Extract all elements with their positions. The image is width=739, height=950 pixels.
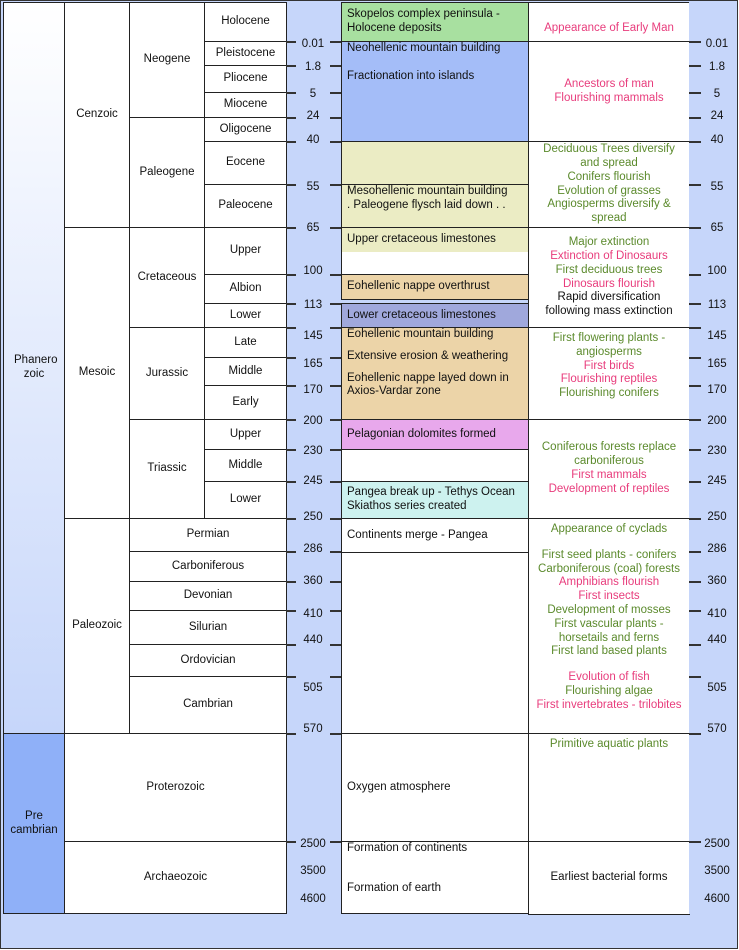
- life-event: Appearance of Early Man: [544, 22, 674, 35]
- epoch-label: Eocene: [225, 156, 265, 169]
- life-cell-triassic: [528, 419, 690, 519]
- life-cell-cretaceous: [528, 227, 690, 328]
- age-label-left: 250: [303, 511, 323, 523]
- tick-mark: [330, 676, 341, 678]
- tick-mark: [330, 92, 341, 94]
- period-ordovician: [129, 644, 287, 677]
- event-oxygen: [341, 733, 529, 842]
- life-event: Angiosperms diversify & spread: [547, 198, 671, 225]
- age-label-left: 100: [303, 265, 323, 277]
- era-label: Cenzoic: [76, 108, 118, 121]
- tick-mark: [689, 644, 701, 646]
- epoch-cell: [204, 184, 287, 228]
- age-label-left: 230: [303, 445, 323, 457]
- age-label-left: 24: [306, 110, 320, 122]
- period-label: Paleogene: [139, 165, 195, 178]
- epoch-cell: [204, 41, 287, 66]
- epoch-label: Lower: [229, 493, 262, 506]
- event-text: Eohellenic nappe layed down in Axios-Vardar zone: [347, 371, 509, 398]
- age-label-left: 570: [303, 723, 323, 735]
- life-event: First deciduous trees: [555, 263, 663, 276]
- tick-mark: [330, 41, 341, 43]
- period-label: Ordovician: [180, 653, 236, 666]
- event-text: Fractionation into islands: [347, 69, 475, 82]
- event-text: Upper cretaceous limestones: [347, 233, 496, 245]
- tick-mark: [689, 841, 701, 843]
- event-text: Lower cretaceous limestones: [347, 308, 496, 321]
- age-label-left: 145: [303, 330, 323, 342]
- tick-mark: [330, 327, 341, 329]
- life-event: First mammals: [571, 469, 647, 481]
- life-event: First land based plants: [551, 645, 667, 658]
- period-label: Jurassic: [145, 366, 189, 379]
- era-paleozoic: [64, 518, 130, 734]
- tick-mark: [689, 327, 701, 329]
- epoch-label: Middle: [228, 458, 263, 471]
- epoch-label: Lower: [229, 308, 262, 321]
- tick-mark: [286, 610, 296, 612]
- epoch-cell: [204, 385, 287, 420]
- age-label-right: 113: [707, 299, 727, 311]
- epoch-label: Holocene: [221, 15, 270, 28]
- age-label-right: 4600: [704, 893, 730, 905]
- event-text: Neohellenic mountain building: [347, 42, 501, 54]
- epoch-label: Albion: [229, 282, 262, 295]
- tick-mark: [330, 227, 341, 229]
- age-label-left: 165: [303, 358, 323, 370]
- period-neogene: [129, 2, 205, 118]
- age-label-left: 113: [303, 299, 323, 311]
- tick-mark: [330, 65, 341, 67]
- age-label-right: 440: [707, 634, 727, 646]
- tick-mark: [286, 327, 296, 329]
- tick-mark: [286, 65, 296, 67]
- age-label-right: 1.8: [709, 61, 725, 73]
- life-cell-paleogene: [528, 141, 690, 228]
- era-label: Archaeozoic: [143, 870, 208, 883]
- epoch-label: Late: [234, 335, 257, 348]
- tick-mark: [330, 141, 341, 143]
- tick-mark: [689, 676, 701, 678]
- age-label-right: 200: [707, 415, 727, 427]
- age-label-right: 55: [710, 181, 724, 193]
- epoch-label: Oligocene: [219, 122, 272, 135]
- life-cell-holocene: [528, 2, 690, 42]
- event-blank: [341, 449, 529, 482]
- period-cretaceous: [129, 227, 205, 328]
- age-label-left: 0.01: [301, 38, 325, 50]
- period-label: Permian: [186, 528, 230, 541]
- tick-mark: [330, 117, 341, 119]
- epoch-cell: [204, 65, 287, 93]
- life-event: Deciduous Trees diversify and spread: [543, 143, 675, 169]
- life-event: Major extinction: [568, 236, 650, 249]
- age-label-right: 2500: [704, 838, 730, 850]
- life-event: Flourishing algae: [565, 684, 653, 697]
- event-text: Eohellenic nappe overthrust: [347, 280, 490, 293]
- age-label-left: 170: [303, 384, 323, 396]
- event-text: Continents merge - Pangea: [347, 528, 488, 541]
- tick-mark: [689, 449, 701, 451]
- age-label-right: 250: [707, 511, 727, 523]
- tick-mark: [330, 518, 341, 520]
- tick-mark: [286, 419, 296, 421]
- tick-mark: [330, 274, 341, 276]
- tick-mark: [689, 117, 701, 119]
- life-event: Flourishing conifers: [559, 387, 659, 400]
- tick-mark: [286, 117, 296, 119]
- epoch-cell: [204, 419, 287, 450]
- epoch-cell: [204, 303, 287, 328]
- epoch-cell: [204, 481, 287, 519]
- age-label-right: 245: [707, 475, 727, 487]
- event-text: Mesohellenic mountain building: [347, 185, 508, 197]
- epoch-label: Miocene: [223, 98, 268, 111]
- era-proterozoic: [64, 733, 287, 842]
- age-label-right: 286: [707, 543, 727, 555]
- life-cell-jurassic: [528, 327, 690, 420]
- event-text: Skopelos complex peninsula - Holocene deposits: [347, 8, 500, 34]
- life-event: First invertebrates - trilobites: [536, 698, 682, 711]
- life-event: Appearance of cyclads: [550, 523, 668, 535]
- event-formation: [341, 841, 529, 914]
- age-label-left: 245: [303, 475, 323, 487]
- age-label-left: 440: [303, 634, 323, 646]
- tick-mark: [286, 518, 296, 520]
- tick-mark: [286, 385, 296, 387]
- age-label-right: 505: [707, 682, 727, 694]
- age-label-right: 0.01: [705, 38, 729, 50]
- life-event: Flourishing reptiles: [560, 373, 658, 386]
- life-event: Earliest bacterial forms: [550, 871, 668, 884]
- event-pelagonian: [341, 419, 529, 450]
- tick-mark: [286, 733, 296, 735]
- tick-mark: [689, 184, 701, 186]
- event-text: Formation of earth: [347, 881, 441, 894]
- tick-mark: [689, 419, 701, 421]
- period-label: Neogene: [143, 53, 191, 65]
- period-label: Cretaceous: [137, 270, 197, 283]
- age-label-left: 55: [306, 181, 320, 193]
- tick-mark: [330, 385, 341, 387]
- period-jurassic: [129, 327, 205, 420]
- tick-mark: [689, 65, 701, 67]
- eon-precambrian: [3, 733, 65, 914]
- age-label-left: 286: [303, 543, 323, 555]
- epoch-cell: [204, 274, 287, 304]
- event-text: Extensive erosion & weathering: [347, 349, 509, 362]
- life-event: Rapid diversification following mass extinction: [545, 291, 673, 318]
- event-text: Pelagonian dolomites formed: [347, 427, 496, 440]
- tick-mark: [286, 227, 296, 229]
- epoch-cell: [204, 141, 287, 185]
- epoch-cell: [204, 2, 287, 42]
- event-pangea-break: [341, 481, 529, 519]
- event-lower-cretaceous: [341, 303, 529, 328]
- period-paleogene: [129, 117, 205, 228]
- event-upper-cretaceous: [341, 227, 529, 275]
- age-label-right: 570: [707, 723, 727, 735]
- event-text: Formation of continents: [347, 842, 468, 854]
- age-label-right: 145: [707, 330, 727, 342]
- tick-mark: [330, 841, 341, 843]
- tick-mark: [330, 184, 341, 186]
- era-label: Paleozoic: [72, 619, 122, 632]
- life-cell-paleozoic: [528, 518, 690, 734]
- age-label-left: 65: [306, 222, 320, 234]
- life-event: Development of mosses: [547, 603, 671, 616]
- life-event: First flowering plants - angiosperms: [552, 332, 666, 358]
- epoch-label: Middle: [228, 364, 263, 377]
- period-triassic: [129, 419, 205, 519]
- event-paleozoic-blank: [341, 552, 529, 734]
- period-label: Cambrian: [183, 698, 233, 711]
- era-label: Mesoic: [78, 366, 116, 379]
- epoch-label: Early: [232, 395, 259, 408]
- tick-mark: [330, 449, 341, 451]
- life-event: Extinction of Dinosaurs: [550, 249, 668, 262]
- tick-mark: [689, 41, 701, 43]
- epoch-cell: [204, 92, 287, 118]
- life-cell-neogene: [528, 41, 690, 142]
- tick-mark: [330, 419, 341, 421]
- tick-mark: [689, 481, 701, 483]
- tick-mark: [689, 227, 701, 229]
- life-event: Ancestors of man: [564, 77, 654, 90]
- tick-mark: [286, 449, 296, 451]
- age-label-right: 65: [710, 222, 724, 234]
- tick-mark: [330, 581, 341, 583]
- age-label-left: 200: [303, 415, 323, 427]
- tick-mark: [689, 733, 701, 735]
- event-text: Oxygen atmosphere: [347, 780, 451, 793]
- age-label-left: 505: [303, 682, 323, 694]
- life-event: First insects: [578, 590, 640, 603]
- tick-mark: [330, 644, 341, 646]
- age-label-right: 100: [707, 265, 727, 277]
- event-holocene: [341, 2, 529, 42]
- tick-mark: [689, 610, 701, 612]
- life-event: Coniferous forests replace carboniferous: [541, 441, 677, 468]
- eon-label: Phanero zoic: [14, 354, 58, 380]
- tick-mark: [689, 551, 701, 553]
- tick-mark: [286, 676, 296, 678]
- epoch-cell: [204, 357, 287, 386]
- life-event: First birds: [583, 359, 635, 372]
- era-archaeozoic: [64, 841, 287, 914]
- tick-mark: [330, 551, 341, 553]
- period-label: Devonian: [183, 589, 233, 602]
- life-event: Evolution of fish: [568, 671, 650, 684]
- age-label-right: 40: [710, 134, 724, 146]
- life-event: Evolution of grasses: [557, 184, 661, 197]
- tick-mark: [689, 303, 701, 305]
- event-eohellenic: [341, 327, 529, 420]
- tick-mark: [330, 357, 341, 359]
- era-label: Proterozoic: [146, 780, 205, 793]
- tick-mark: [689, 141, 701, 143]
- age-label-right: 360: [707, 575, 727, 587]
- tick-mark: [689, 581, 701, 583]
- age-label-left: 1.8: [305, 61, 321, 73]
- tick-mark: [330, 733, 341, 735]
- era-cenozoic: [64, 2, 130, 228]
- age-label-right: 3500: [704, 865, 730, 877]
- life-event: Conifers flourish: [567, 170, 651, 183]
- life-event: Dinosaurs flourish: [562, 277, 656, 290]
- period-permian: [129, 518, 287, 552]
- epoch-cell: [204, 227, 287, 275]
- life-cell-proterozoic: [528, 733, 690, 842]
- tick-mark: [286, 841, 296, 843]
- event-neohellenic: [341, 41, 529, 142]
- tick-mark: [286, 303, 296, 305]
- epoch-cell: [204, 449, 287, 482]
- tick-mark: [286, 141, 296, 143]
- tick-mark: [330, 303, 341, 305]
- tick-mark: [689, 518, 701, 520]
- epoch-cell: [204, 327, 287, 358]
- life-event: Primitive aquatic plants: [549, 738, 669, 750]
- event-eocene-blank: [341, 141, 529, 185]
- age-label-left: 360: [303, 575, 323, 587]
- epoch-label: Pliocene: [223, 72, 268, 85]
- eon-label: Pre cambrian: [10, 809, 58, 836]
- age-label-right: 230: [707, 445, 727, 457]
- eon-phanerozoic: [3, 2, 65, 734]
- epoch-label: Upper: [229, 427, 262, 440]
- epoch-label: Upper: [229, 244, 262, 257]
- age-label-left: 4600: [300, 893, 326, 905]
- age-label-left: 5: [309, 88, 317, 100]
- tick-mark: [330, 610, 341, 612]
- age-label-right: 24: [710, 110, 724, 122]
- life-event: Flourishing mammals: [554, 91, 664, 104]
- life-event: Carboniferous (coal) forests: [538, 562, 680, 575]
- age-label-left: 3500: [300, 865, 326, 877]
- tick-mark: [689, 92, 701, 94]
- life-event: First vascular plants - horsetails and ferns: [554, 617, 664, 644]
- tick-mark: [689, 385, 701, 387]
- age-label-right: 165: [707, 358, 727, 370]
- period-devonian: [129, 581, 287, 611]
- tick-mark: [286, 644, 296, 646]
- age-label-left: 410: [303, 608, 323, 620]
- event-overthrust: [341, 274, 529, 300]
- period-silurian: [129, 610, 287, 645]
- tick-mark: [286, 41, 296, 43]
- life-cell-archaeozoic: [528, 841, 690, 915]
- tick-mark: [286, 92, 296, 94]
- age-label-left: 2500: [300, 838, 326, 850]
- tick-mark: [286, 357, 296, 359]
- age-label-right: 410: [707, 608, 727, 620]
- life-event: First seed plants - conifers: [541, 548, 677, 561]
- life-event: Amphibians flourish: [558, 576, 660, 589]
- event-text: Pangea break up - Tethys Ocean Skiathos series created: [347, 486, 515, 512]
- event-mesohellenic: [341, 184, 529, 228]
- tick-mark: [286, 581, 296, 583]
- period-label: Carboniferous: [171, 559, 245, 572]
- tick-mark: [286, 551, 296, 553]
- life-event: Development of reptiles: [548, 482, 670, 495]
- event-text: . Paleogene flysch laid down . .: [347, 198, 506, 211]
- tick-mark: [286, 184, 296, 186]
- age-label-right: 170: [707, 384, 727, 396]
- epoch-label: Pleistocene: [215, 46, 276, 59]
- age-label-left: 40: [306, 134, 320, 146]
- tick-mark: [689, 274, 701, 276]
- tick-mark: [286, 481, 296, 483]
- period-label: Triassic: [147, 462, 187, 475]
- epoch-label: Paleocene: [218, 199, 273, 212]
- tick-mark: [286, 274, 296, 276]
- period-label: Silurian: [188, 620, 228, 633]
- period-cambrian: [129, 676, 287, 734]
- tick-mark: [330, 481, 341, 483]
- epoch-cell: [204, 117, 287, 142]
- event-pangea-merge: [341, 518, 529, 553]
- tick-mark: [689, 357, 701, 359]
- period-carboniferous: [129, 551, 287, 582]
- age-label-right: 5: [713, 88, 721, 100]
- event-text: Eohellenic mountain building: [347, 328, 494, 340]
- era-mesozoic: [64, 227, 130, 519]
